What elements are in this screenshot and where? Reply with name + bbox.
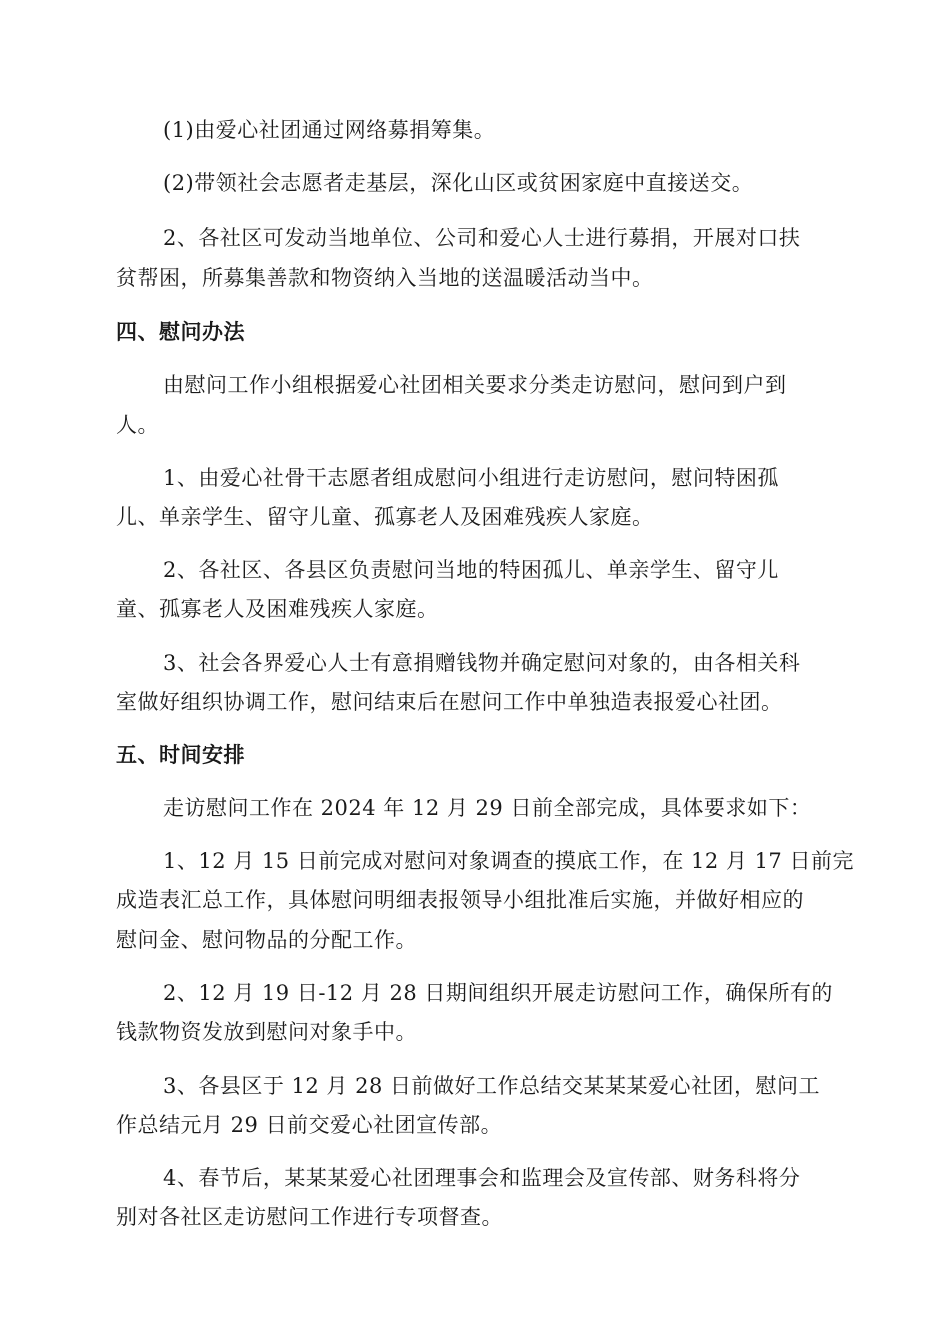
paragraph-line: 钱款物资发放到慰问对象手中。 (116, 1020, 417, 1044)
paragraph-line: 童、孤寡老人及困难残疾人家庭。 (116, 597, 439, 621)
paragraph-line: 4、春节后，某某某爱心社团理事会和监理会及宣传部、财务科将分 (163, 1166, 801, 1190)
paragraph-line: 儿、单亲学生、留守儿童、孤寡老人及困难残疾人家庭。 (116, 505, 654, 529)
paragraph-line: 1、12 月 15 日前完成对慰问对象调查的摸底工作，在 12 月 17 日前完 (163, 849, 854, 873)
paragraph-line: (1)由爱心社团通过网络募捐筹集。 (163, 118, 496, 142)
paragraph-line: 2、各社区可发动当地单位、公司和爱心人士进行募捐，开展对口扶 (163, 226, 801, 250)
paragraph-line: 走访慰问工作在 2024 年 12 月 29 日前全部完成，具体要求如下： (163, 796, 812, 820)
paragraph-line: 作总结元月 29 日前交爱心社团宣传部。 (116, 1113, 503, 1137)
paragraph-line: 3、各县区于 12 月 28 日前做好工作总结交某某某爱心社团，慰问工 (163, 1074, 821, 1098)
paragraph-line: 由慰问工作小组根据爱心社团相关要求分类走访慰问，慰问到户到 (163, 373, 787, 397)
paragraph-line: 贫帮困，所募集善款和物资纳入当地的送温暖活动当中。 (116, 266, 654, 290)
paragraph-line: 别对各社区走访慰问工作进行专项督查。 (116, 1205, 503, 1229)
paragraph-line: 1、由爱心社骨干志愿者组成慰问小组进行走访慰问，慰问特困孤 (163, 466, 779, 490)
paragraph-line: 室做好组织协调工作，慰问结束后在慰问工作中单独造表报爱心社团。 (116, 690, 783, 714)
paragraph-line: 成造表汇总工作，具体慰问明细表报领导小组批准后实施，并做好相应的 (116, 888, 804, 912)
paragraph-line: 慰问金、慰问物品的分配工作。 (116, 928, 417, 952)
paragraph-line: 2、各社区、各县区负责慰问当地的特困孤儿、单亲学生、留守儿 (163, 558, 779, 582)
paragraph-line: 人。 (116, 413, 159, 437)
section-heading: 五、时间安排 (116, 743, 245, 767)
paragraph-line: (2)带领社会志愿者走基层，深化山区或贫困家庭中直接送交。 (163, 171, 754, 195)
section-heading: 四、慰问办法 (116, 320, 245, 344)
paragraph-line: 2、12 月 19 日-12 月 28 日期间组织开展走访慰问工作，确保所有的 (163, 981, 833, 1005)
paragraph-line: 3、社会各界爱心人士有意捐赠钱物并确定慰问对象的，由各相关科 (163, 651, 801, 675)
